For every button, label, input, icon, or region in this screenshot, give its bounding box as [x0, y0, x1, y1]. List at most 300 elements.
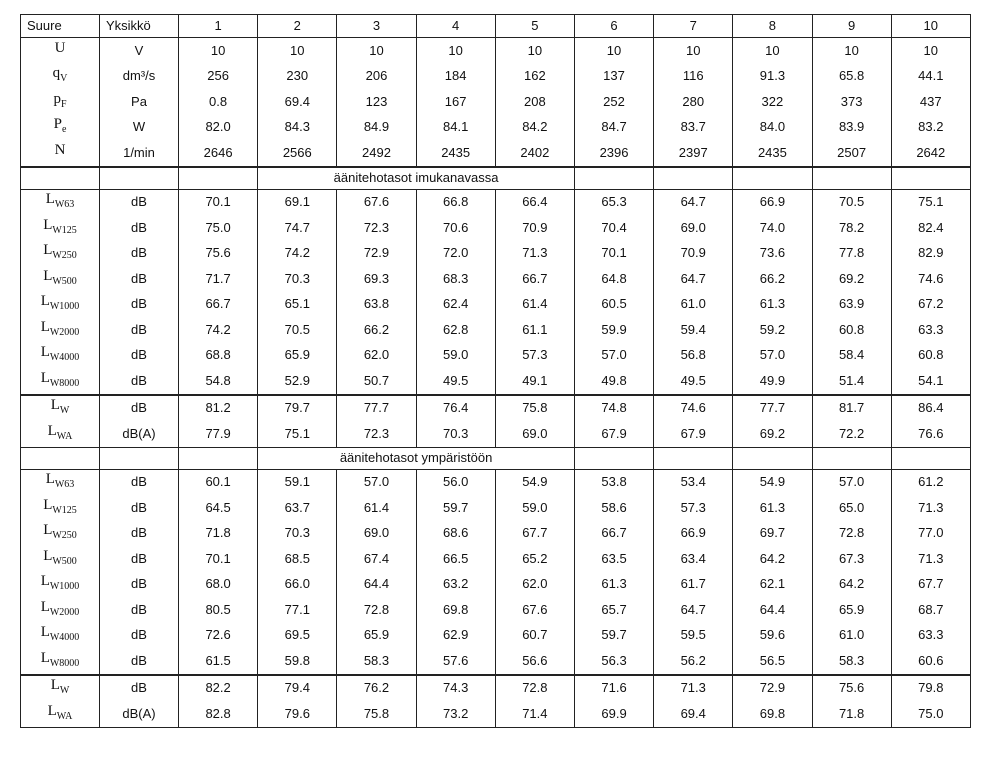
quantity-symbol: [21, 495, 100, 521]
quantity-symbol: [21, 421, 100, 447]
value-cell: 77.7: [733, 395, 812, 422]
value-cell: 437: [891, 89, 970, 115]
quantity-symbol: [21, 241, 100, 267]
value-cell: 61.3: [733, 495, 812, 521]
value-cell: 71.6: [574, 675, 653, 702]
value-cell: 53.4: [654, 469, 733, 495]
value-cell: 84.9: [337, 115, 416, 141]
header-col-9: 9: [812, 15, 891, 38]
value-cell: 2396: [574, 140, 653, 167]
value-cell: 63.8: [337, 292, 416, 318]
value-cell: 61.2: [891, 469, 970, 495]
unit-cell: dB(A): [100, 421, 179, 447]
value-cell: 80.5: [179, 597, 258, 623]
value-cell: 60.7: [495, 623, 574, 649]
quantity-symbol: [21, 215, 100, 241]
value-cell: 64.7: [654, 266, 733, 292]
value-cell: 54.9: [733, 469, 812, 495]
value-cell: 75.8: [495, 395, 574, 422]
value-cell: 67.9: [574, 421, 653, 447]
value-cell: 79.6: [258, 701, 337, 727]
value-cell: 69.1: [258, 189, 337, 215]
value-cell: 68.6: [416, 521, 495, 547]
value-cell: 72.8: [812, 521, 891, 547]
header-col-8: 8: [733, 15, 812, 38]
value-cell: 78.2: [812, 215, 891, 241]
quantity-symbol: [21, 189, 100, 215]
value-cell: 83.2: [891, 115, 970, 141]
header-col-1: 1: [179, 15, 258, 38]
value-cell: 91.3: [733, 64, 812, 90]
value-cell: 56.8: [654, 343, 733, 369]
value-cell: 167: [416, 89, 495, 115]
value-cell: 72.8: [337, 597, 416, 623]
value-cell: 137: [574, 64, 653, 90]
value-cell: 57.6: [416, 648, 495, 675]
unit-cell: dm³/s: [100, 64, 179, 90]
value-cell: 75.1: [891, 189, 970, 215]
table-row: [21, 546, 971, 572]
symbol-base: L: [50, 397, 60, 414]
empty-cell: [891, 447, 970, 469]
quantity-symbol: [21, 521, 100, 547]
value-cell: 61.4: [495, 292, 574, 318]
value-cell: 49.8: [574, 368, 653, 395]
value-cell: 2435: [733, 140, 812, 167]
symbol-subscript: W250: [52, 530, 77, 542]
symbol-base: U: [54, 39, 66, 56]
empty-cell: [179, 167, 258, 190]
value-cell: 280: [654, 89, 733, 115]
value-cell: 69.0: [654, 215, 733, 241]
value-cell: 75.6: [812, 675, 891, 702]
empty-cell: [574, 447, 653, 469]
table-row: [21, 140, 971, 167]
unit-cell: dB: [100, 241, 179, 267]
value-cell: 60.1: [179, 469, 258, 495]
value-cell: 64.4: [337, 572, 416, 598]
value-cell: 72.8: [495, 675, 574, 702]
symbol-base: L: [43, 522, 53, 539]
value-cell: 66.5: [416, 546, 495, 572]
empty-cell: [21, 447, 100, 469]
value-cell: 70.3: [258, 266, 337, 292]
value-cell: 71.3: [654, 675, 733, 702]
value-cell: 57.0: [574, 343, 653, 369]
value-cell: 67.7: [495, 521, 574, 547]
value-cell: 69.9: [574, 701, 653, 727]
unit-cell: dB: [100, 675, 179, 702]
symbol-subscript: e: [61, 124, 67, 136]
symbol-base: L: [45, 191, 55, 208]
value-cell: 70.9: [495, 215, 574, 241]
header-col-6: 6: [574, 15, 653, 38]
value-cell: 56.5: [733, 648, 812, 675]
value-cell: 59.1: [258, 469, 337, 495]
value-cell: 184: [416, 64, 495, 90]
symbol-base: L: [43, 547, 53, 564]
value-cell: 72.2: [812, 421, 891, 447]
value-cell: 84.0: [733, 115, 812, 141]
symbol-subscript: W2000: [49, 606, 80, 618]
symbol-subscript: W4000: [49, 352, 80, 364]
symbol-base: L: [43, 267, 53, 284]
quantity-symbol: [21, 292, 100, 318]
table-row: [21, 38, 971, 64]
empty-cell: [100, 167, 179, 190]
value-cell: 57.3: [495, 343, 574, 369]
value-cell: 64.7: [654, 189, 733, 215]
unit-cell: dB: [100, 189, 179, 215]
quantity-symbol: [21, 64, 100, 90]
table-row: [21, 215, 971, 241]
symbol-base: L: [40, 344, 50, 361]
value-cell: 67.9: [654, 421, 733, 447]
symbol-subscript: W250: [52, 250, 77, 262]
symbol-subscript: WA: [56, 430, 73, 442]
value-cell: 252: [574, 89, 653, 115]
value-cell: 50.7: [337, 368, 416, 395]
value-cell: 67.3: [812, 546, 891, 572]
table-row: [21, 64, 971, 90]
table-row: [21, 701, 971, 727]
value-cell: 2566: [258, 140, 337, 167]
unit-cell: dB: [100, 648, 179, 675]
value-cell: 68.3: [416, 266, 495, 292]
value-cell: 58.3: [337, 648, 416, 675]
table-row: [21, 241, 971, 267]
value-cell: 162: [495, 64, 574, 90]
value-cell: 59.8: [258, 648, 337, 675]
value-cell: 56.0: [416, 469, 495, 495]
value-cell: 76.4: [416, 395, 495, 422]
value-cell: 77.0: [891, 521, 970, 547]
value-cell: 10: [258, 38, 337, 64]
value-cell: 69.3: [337, 266, 416, 292]
value-cell: 61.0: [654, 292, 733, 318]
value-cell: 71.8: [179, 521, 258, 547]
value-cell: 61.0: [812, 623, 891, 649]
value-cell: 2402: [495, 140, 574, 167]
value-cell: 65.9: [258, 343, 337, 369]
symbol-base: p: [53, 90, 61, 107]
value-cell: 62.0: [495, 572, 574, 598]
value-cell: 75.1: [258, 421, 337, 447]
value-cell: 74.3: [416, 675, 495, 702]
symbol-base: L: [45, 471, 55, 488]
value-cell: 75.0: [179, 215, 258, 241]
value-cell: 66.4: [495, 189, 574, 215]
value-cell: 64.7: [654, 597, 733, 623]
value-cell: 66.9: [654, 521, 733, 547]
symbol-subscript: W63: [54, 199, 75, 211]
value-cell: 69.2: [733, 421, 812, 447]
table-row: [21, 597, 971, 623]
symbol-subscript: W500: [52, 555, 77, 567]
quantity-symbol: [21, 623, 100, 649]
section-header-row: [21, 167, 971, 190]
value-cell: 57.0: [812, 469, 891, 495]
value-cell: 61.5: [179, 648, 258, 675]
quantity-symbol: [21, 597, 100, 623]
quantity-symbol: [21, 546, 100, 572]
empty-cell: [733, 447, 812, 469]
value-cell: 75.8: [337, 701, 416, 727]
table-row: [21, 675, 971, 702]
measurement-table: [20, 14, 971, 728]
value-cell: 65.2: [495, 546, 574, 572]
empty-cell: [21, 167, 100, 190]
value-cell: 56.2: [654, 648, 733, 675]
value-cell: 70.4: [574, 215, 653, 241]
value-cell: 70.1: [574, 241, 653, 267]
value-cell: 70.5: [812, 189, 891, 215]
value-cell: 79.7: [258, 395, 337, 422]
value-cell: 76.6: [891, 421, 970, 447]
value-cell: 66.7: [574, 521, 653, 547]
symbol-subscript: V: [60, 73, 68, 85]
symbol-subscript: W63: [54, 479, 75, 491]
value-cell: 84.2: [495, 115, 574, 141]
value-cell: 57.0: [337, 469, 416, 495]
value-cell: 62.0: [337, 343, 416, 369]
value-cell: 44.1: [891, 64, 970, 90]
value-cell: 58.6: [574, 495, 653, 521]
value-cell: 71.3: [891, 495, 970, 521]
value-cell: 70.5: [258, 317, 337, 343]
value-cell: 67.6: [337, 189, 416, 215]
empty-cell: [733, 167, 812, 190]
value-cell: 10: [574, 38, 653, 64]
value-cell: 0.8: [179, 89, 258, 115]
value-cell: 10: [733, 38, 812, 64]
value-cell: 64.4: [733, 597, 812, 623]
table-row: [21, 368, 971, 395]
value-cell: 84.7: [574, 115, 653, 141]
value-cell: 67.7: [891, 572, 970, 598]
unit-cell: Pa: [100, 89, 179, 115]
unit-cell: dB: [100, 292, 179, 318]
value-cell: 2435: [416, 140, 495, 167]
quantity-symbol: [21, 89, 100, 115]
value-cell: 68.8: [179, 343, 258, 369]
quantity-symbol: [21, 343, 100, 369]
value-cell: 75.0: [891, 701, 970, 727]
value-cell: 81.2: [179, 395, 258, 422]
value-cell: 62.9: [416, 623, 495, 649]
header-quantity: Suure: [21, 15, 100, 38]
value-cell: 60.8: [891, 343, 970, 369]
table-row: [21, 115, 971, 141]
value-cell: 84.3: [258, 115, 337, 141]
value-cell: 49.9: [733, 368, 812, 395]
measurement-table-container: [20, 14, 970, 728]
value-cell: 66.9: [733, 189, 812, 215]
value-cell: 62.4: [416, 292, 495, 318]
value-cell: 83.7: [654, 115, 733, 141]
symbol-subscript: W1000: [49, 301, 80, 313]
empty-cell: [812, 447, 891, 469]
value-cell: 64.2: [812, 572, 891, 598]
header-col-10: 10: [891, 15, 970, 38]
value-cell: 74.2: [258, 241, 337, 267]
value-cell: 56.3: [574, 648, 653, 675]
quantity-symbol: [21, 317, 100, 343]
value-cell: 63.5: [574, 546, 653, 572]
value-cell: 67.2: [891, 292, 970, 318]
value-cell: 61.4: [337, 495, 416, 521]
value-cell: 68.5: [258, 546, 337, 572]
quantity-symbol: [21, 140, 100, 167]
table-row: [21, 317, 971, 343]
value-cell: 72.9: [733, 675, 812, 702]
value-cell: 59.5: [654, 623, 733, 649]
value-cell: 59.0: [416, 343, 495, 369]
value-cell: 82.4: [891, 215, 970, 241]
symbol-base: L: [47, 702, 57, 719]
symbol-base: L: [43, 496, 53, 513]
quantity-symbol: [21, 266, 100, 292]
empty-cell: [100, 447, 179, 469]
unit-cell: dB: [100, 215, 179, 241]
value-cell: 82.0: [179, 115, 258, 141]
value-cell: 75.6: [179, 241, 258, 267]
table-row: [21, 266, 971, 292]
value-cell: 74.6: [654, 395, 733, 422]
value-cell: 63.4: [654, 546, 733, 572]
value-cell: 57.3: [654, 495, 733, 521]
value-cell: 66.7: [179, 292, 258, 318]
quantity-symbol: [21, 368, 100, 395]
unit-cell: dB: [100, 343, 179, 369]
table-row: [21, 495, 971, 521]
value-cell: 58.4: [812, 343, 891, 369]
value-cell: 10: [337, 38, 416, 64]
value-cell: 70.6: [416, 215, 495, 241]
value-cell: 70.9: [654, 241, 733, 267]
value-cell: 63.9: [812, 292, 891, 318]
empty-cell: [812, 167, 891, 190]
value-cell: 66.7: [495, 266, 574, 292]
header-unit: Yksikkö: [100, 15, 179, 38]
value-cell: 73.2: [416, 701, 495, 727]
section-title: äänitehotasot ympäristöön: [258, 447, 575, 469]
symbol-base: L: [40, 293, 50, 310]
value-cell: 63.3: [891, 623, 970, 649]
value-cell: 64.8: [574, 266, 653, 292]
value-cell: 64.5: [179, 495, 258, 521]
value-cell: 59.0: [495, 495, 574, 521]
value-cell: 74.2: [179, 317, 258, 343]
empty-cell: [891, 167, 970, 190]
symbol-subscript: W8000: [49, 657, 80, 669]
value-cell: 69.8: [416, 597, 495, 623]
value-cell: 74.6: [891, 266, 970, 292]
value-cell: 373: [812, 89, 891, 115]
value-cell: 60.6: [891, 648, 970, 675]
unit-cell: dB: [100, 368, 179, 395]
value-cell: 67.6: [495, 597, 574, 623]
value-cell: 61.3: [574, 572, 653, 598]
symbol-base: N: [54, 141, 66, 158]
value-cell: 62.8: [416, 317, 495, 343]
value-cell: 79.4: [258, 675, 337, 702]
value-cell: 74.0: [733, 215, 812, 241]
value-cell: 49.5: [654, 368, 733, 395]
value-cell: 71.3: [495, 241, 574, 267]
value-cell: 10: [416, 38, 495, 64]
value-cell: 256: [179, 64, 258, 90]
quantity-symbol: [21, 648, 100, 675]
value-cell: 86.4: [891, 395, 970, 422]
symbol-subscript: W2000: [49, 326, 80, 338]
empty-cell: [654, 447, 733, 469]
unit-cell: dB: [100, 266, 179, 292]
header-col-2: 2: [258, 15, 337, 38]
symbol-base: L: [40, 573, 50, 590]
value-cell: 71.8: [812, 701, 891, 727]
value-cell: 71.3: [891, 546, 970, 572]
value-cell: 66.0: [258, 572, 337, 598]
symbol-base: L: [40, 369, 50, 386]
symbol-subscript: W: [59, 685, 70, 697]
header-row: [21, 15, 971, 38]
header-col-5: 5: [495, 15, 574, 38]
symbol-subscript: W1000: [49, 581, 80, 593]
table-row: [21, 648, 971, 675]
unit-cell: dB(A): [100, 701, 179, 727]
value-cell: 65.8: [812, 64, 891, 90]
quantity-symbol: [21, 38, 100, 64]
value-cell: 2397: [654, 140, 733, 167]
value-cell: 72.6: [179, 623, 258, 649]
empty-cell: [654, 167, 733, 190]
value-cell: 60.8: [812, 317, 891, 343]
symbol-subscript: W500: [52, 275, 77, 287]
value-cell: 79.8: [891, 675, 970, 702]
value-cell: 53.8: [574, 469, 653, 495]
table-row: [21, 292, 971, 318]
quantity-symbol: [21, 701, 100, 727]
symbol-base: q: [52, 65, 61, 82]
value-cell: 68.0: [179, 572, 258, 598]
value-cell: 77.1: [258, 597, 337, 623]
value-cell: 65.9: [337, 623, 416, 649]
value-cell: 70.3: [416, 421, 495, 447]
unit-cell: dB: [100, 469, 179, 495]
value-cell: 63.7: [258, 495, 337, 521]
empty-cell: [179, 447, 258, 469]
symbol-subscript: W8000: [49, 377, 80, 389]
value-cell: 10: [495, 38, 574, 64]
value-cell: 54.1: [891, 368, 970, 395]
value-cell: 10: [654, 38, 733, 64]
value-cell: 76.2: [337, 675, 416, 702]
value-cell: 63.2: [416, 572, 495, 598]
table-row: [21, 521, 971, 547]
value-cell: 2646: [179, 140, 258, 167]
value-cell: 70.3: [258, 521, 337, 547]
symbol-subscript: F: [60, 98, 67, 110]
value-cell: 208: [495, 89, 574, 115]
value-cell: 71.7: [179, 266, 258, 292]
value-cell: 64.2: [733, 546, 812, 572]
value-cell: 72.3: [337, 215, 416, 241]
table-row: [21, 421, 971, 447]
unit-cell: dB: [100, 546, 179, 572]
unit-cell: dB: [100, 572, 179, 598]
value-cell: 10: [179, 38, 258, 64]
